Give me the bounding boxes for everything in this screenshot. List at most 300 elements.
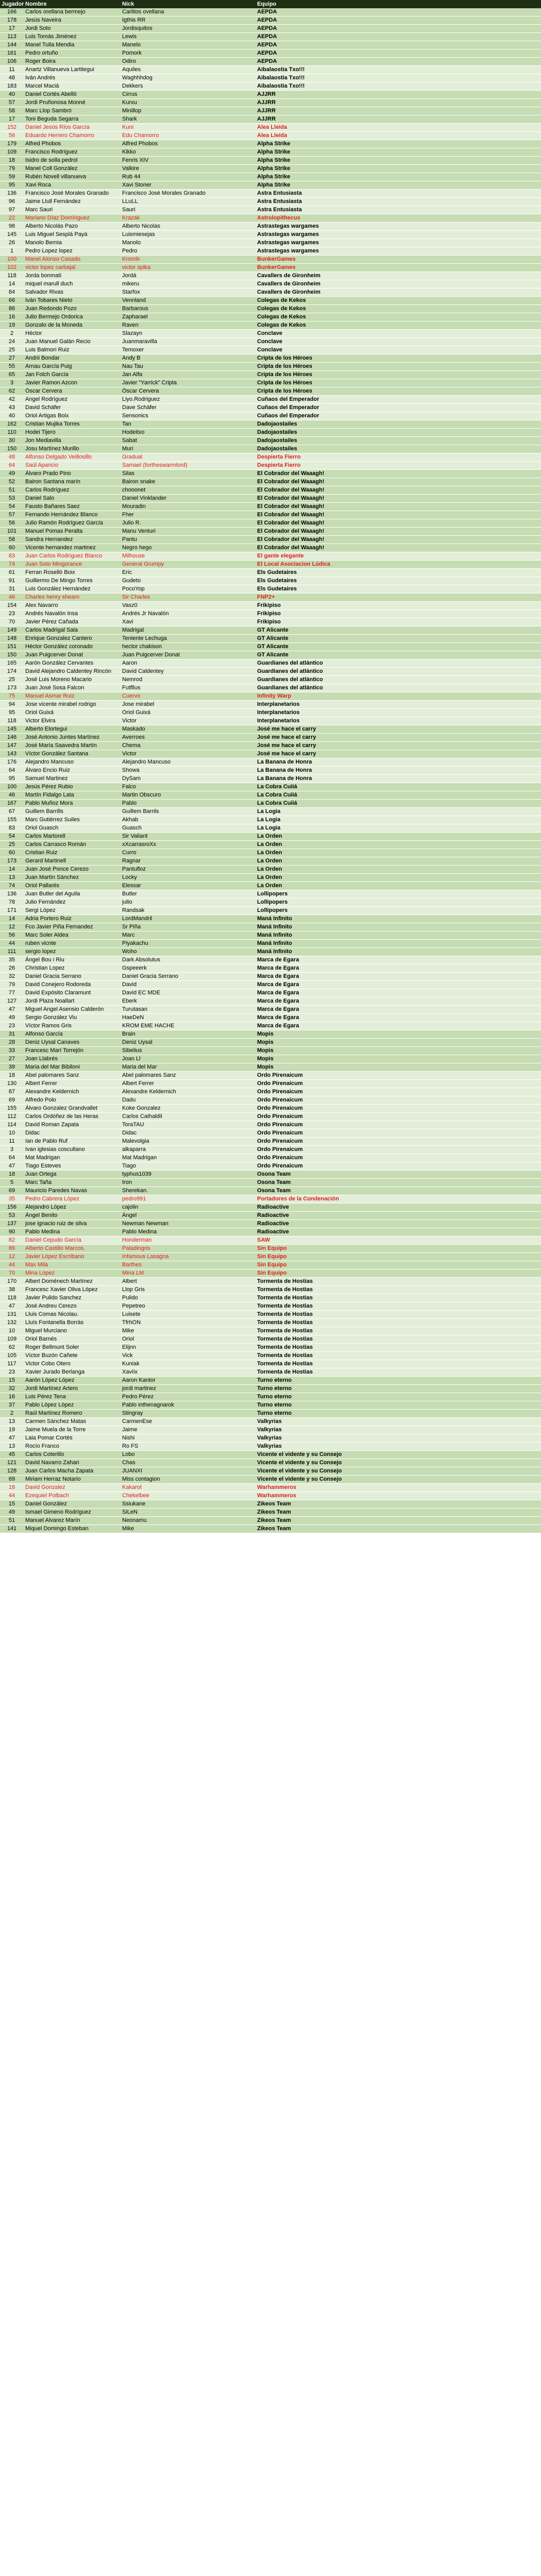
cell-nick: Silas [121,470,256,478]
cell-equipo: Tormenta de Hostias [256,1319,541,1327]
cell-nick: CarmenEse [121,1418,256,1426]
table-row [0,478,541,486]
cell-nick: Manu Venturi [121,528,256,536]
cell-nombre: Pedro Lopez lopez [24,247,121,256]
cell-nick: Odiro [121,58,256,66]
cell-equipo: El Cobrador del Waaagh! [256,528,541,536]
cell-jugador: 58 [0,107,24,115]
cell-equipo: Els Gudetaires [256,569,541,577]
cell-nick: Oriol Guixá [121,709,256,717]
cell-jugador: 17 [0,25,24,33]
cell-nombre: Andrés Navalón Insa [24,610,121,618]
table-row [0,1385,541,1393]
cell-equipo: Lollipopers [256,899,541,907]
cell-nick: SiLeN [121,1509,256,1517]
table-row [0,956,541,964]
cell-nick: Stingray [121,1410,256,1418]
cell-equipo: Cuñaos del Emperador [256,404,541,412]
table-row [0,948,541,956]
cell-nick: hector chakison [121,643,256,651]
cell-jugador: 166 [0,8,24,16]
cell-nick: Manolo [121,239,256,247]
cell-nombre: Alfonso García [24,1030,121,1039]
cell-equipo: AEPDA [256,49,541,58]
table-row [0,321,541,330]
cell-nombre: Ismael Gimeno Rodríguez [24,1509,121,1517]
cell-nombre: Miriam Herraz Notario [24,1476,121,1484]
cell-nombre: Luis Miguel Sesplá Payá [24,231,121,239]
cell-equipo: Maná Infinito [256,940,541,948]
cell-nombre: Marc Soler Aldea [24,931,121,940]
cell-nick: Albert Ferrer [121,1080,256,1088]
cell-nombre: Juan Manuel Galán Recio [24,338,121,346]
cell-nombre: ruben vicnte [24,940,121,948]
cell-nick: Edu Chamorro [121,132,256,140]
cell-jugador: 37 [0,1401,24,1410]
table-row [0,519,541,528]
table-row [0,1319,541,1327]
cell-nick: Barbarous [121,305,256,313]
cell-nombre: Francesc Marí Torrejón [24,1047,121,1055]
table-row [0,1113,541,1121]
cell-equipo: Maná Infinito [256,923,541,931]
cell-jugador: 56 [0,132,24,140]
cell-jugador: 111 [0,948,24,956]
cell-nombre: Juan Butler del Aguila [24,890,121,899]
cell-nombre: Álvaro Prado Pino [24,470,121,478]
cell-equipo: El Cobrador del Waaagh! [256,503,541,511]
cell-nick: Malevolgia [121,1138,256,1146]
cell-nick: victor spika [121,264,256,272]
cell-jugador: 26 [0,239,24,247]
table-row [0,1434,541,1443]
cell-jugador: 91 [0,577,24,585]
cell-nombre: Albert Ferrer [24,1080,121,1088]
cell-jugador: 113 [0,33,24,41]
cell-nick: Teniente Lechuga [121,635,256,643]
cell-nombre: Manuel Asmar Ruiz [24,692,121,701]
cell-nombre: Fernando Hernández Blanco [24,511,121,519]
cell-nick: Alexandre Keldernich [121,1088,256,1096]
cell-nick: Javier "Yarrick" Cripta [121,379,256,387]
cell-nick: typhus1039 [121,1171,256,1179]
cell-nombre: Daniel Cepudo García [24,1236,121,1245]
cell-nick: Randsak [121,907,256,915]
cell-nick: Maria del Mar [121,1063,256,1072]
cell-nick: Averroes [121,734,256,742]
table-row [0,1162,541,1171]
cell-jugador: 44 [0,940,24,948]
cell-jugador: 52 [0,478,24,486]
cell-jugador: 149 [0,626,24,635]
cell-nick: Negro hego [121,544,256,552]
cell-equipo: Ordo Pirenaicum [256,1138,541,1146]
cell-equipo: Cripta de los Héroes [256,354,541,363]
header-nick: Nick [121,0,256,8]
cell-nombre: Saúl Aparicio [24,462,121,470]
cell-equipo: Ordo Pirenaicum [256,1105,541,1113]
table-row [0,404,541,412]
cell-equipo: Interplanetarios [256,717,541,725]
cell-jugador: 141 [0,1525,24,1533]
cell-jugador: 118 [0,272,24,280]
cell-nombre: Luis Balmori Ruiz [24,346,121,354]
cell-nick: Oriol [121,1335,256,1344]
cell-nick: Akhab [121,816,256,824]
cell-nick: Deniz Uysal [121,1039,256,1047]
cell-nick: Fher [121,511,256,519]
table-row [0,470,541,478]
table-row [0,618,541,626]
cell-nombre: Pablo López López [24,1401,121,1410]
cell-equipo: Ordo Pirenaicum [256,1080,541,1088]
cell-nombre: Alejandro López [24,1204,121,1212]
table-row [0,198,541,206]
cell-nombre: Joan Llabrés [24,1055,121,1063]
cell-nombre: Marcel Maciá [24,82,121,91]
cell-nick: Kuniak [121,1360,256,1368]
cell-equipo: La Orden [256,874,541,882]
table-row [0,1014,541,1022]
cell-nombre: Juan José Ponce Cerezo [24,866,121,874]
table-row [0,239,541,247]
cell-nick: Raven [121,321,256,330]
cell-equipo: Valkyrias [256,1443,541,1451]
cell-jugador: 121 [0,1459,24,1467]
cell-nick: Juanmaravilla [121,338,256,346]
table-row [0,626,541,635]
cell-jugador: 44 [0,1261,24,1269]
cell-nombre: Ángel Bou i Riu [24,956,121,964]
cell-equipo: Osona Team [256,1179,541,1187]
cell-equipo: Marca de Egara [256,973,541,981]
cell-equipo: El Cobrador del Waaagh! [256,478,541,486]
cell-nombre: Juan Ortega [24,1171,121,1179]
cell-nick: Sir Charles [121,594,256,602]
cell-jugador: 39 [0,1063,24,1072]
cell-nick: Óscar Cervera [121,387,256,396]
table-row [0,791,541,800]
cell-nombre: Alejandro Mancuso [24,758,121,767]
cell-equipo: El Cobrador del Waaagh! [256,495,541,503]
cell-equipo: Alpha Strike [256,157,541,165]
cell-nombre: Didac [24,1129,121,1138]
cell-jugador: 53 [0,1212,24,1220]
cell-equipo: Valkyrias [256,1418,541,1426]
cell-nombre: Jose vicente mirabel rodrigo [24,701,121,709]
cell-nombre: Oriol Artigas Boix [24,412,121,420]
cell-jugador: 70 [0,618,24,626]
table-row [0,659,541,668]
cell-jugador: 98 [0,223,24,231]
cell-nombre: David Roman Zapata [24,1121,121,1129]
cell-nick: jordi martinez [121,1385,256,1393]
cell-equipo: El Cobrador del Waaagh! [256,536,541,544]
cell-jugador: 64 [0,1154,24,1162]
cell-jugador: 40 [0,91,24,99]
table-row [0,99,541,107]
cell-nick: alkaparra [121,1146,256,1154]
table-row [0,907,541,915]
table-row [0,165,541,173]
cell-jugador: 96 [0,198,24,206]
cell-nombre: Jorda bonmatí [24,272,121,280]
cell-equipo: Astrastegas wargames [256,247,541,256]
cell-nick: Liyo.Rodriguez [121,396,256,404]
cell-nombre: Julio Fernández [24,899,121,907]
cell-nombre: Aarón López López [24,1377,121,1385]
cell-equipo: Cripta de los Héroes [256,363,541,371]
cell-equipo: Mopis [256,1063,541,1072]
cell-equipo: Astrolopithecus [256,214,541,223]
cell-nick: Infamous Lasagna [121,1253,256,1261]
table-row [0,1129,541,1138]
table-row [0,1418,541,1426]
cell-jugador: 173 [0,857,24,866]
cell-equipo: Tormenta de Hostias [256,1360,541,1368]
cell-nick: Francisco José Morales Granado [121,190,256,198]
cell-equipo: Colegas de Kekos [256,321,541,330]
table-row [0,668,541,676]
cell-nick: Mat Madrigan [121,1154,256,1162]
cell-nick: Cirrus [121,91,256,99]
cell-jugador: 23 [0,1368,24,1377]
cell-nombre: Sandra Hernandez [24,536,121,544]
cell-nick: Futfllus [121,684,256,692]
cell-nombre: Víctor Ramos Gris [24,1022,121,1030]
cell-jugador: 65 [0,371,24,379]
cell-nombre: Francesc Xavier Oliva López [24,1286,121,1294]
table-row [0,1311,541,1319]
cell-jugador: 27 [0,354,24,363]
cell-equipo: Zikeos Team [256,1509,541,1517]
cell-jugador: 118 [0,1294,24,1302]
cell-equipo: El Cobrador del Waaagh! [256,544,541,552]
cell-equipo: Sin Equipo [256,1253,541,1261]
cell-nick: Jose mirabel [121,701,256,709]
cell-equipo: Ordo Pirenaicum [256,1162,541,1171]
cell-equipo: Conclave [256,330,541,338]
cell-jugador: 13 [0,1443,24,1451]
cell-jugador: 151 [0,643,24,651]
cell-jugador: 109 [0,1335,24,1344]
cell-jugador: 49 [0,1014,24,1022]
cell-equipo: La Banana de Honra [256,767,541,775]
cell-nombre: Pedro ortuño [24,49,121,58]
cell-nick: Pomork [121,49,256,58]
cell-nombre: Juan Martín Sánchez [24,874,121,882]
cell-jugador: 66 [0,297,24,305]
cell-nick: Ángel [121,1212,256,1220]
cell-nick: Guillem Barrils [121,808,256,816]
cell-nick: Hodeitxo [121,429,256,437]
cell-nick: Andrés Jr Navalón [121,610,256,618]
table-row [0,750,541,758]
cell-nick: Barthes [121,1261,256,1269]
table-row [0,66,541,74]
cell-jugador: 47 [0,1302,24,1311]
table-row [0,74,541,82]
cell-jugador: 18 [0,1484,24,1492]
cell-jugador: 18 [0,1171,24,1179]
table-row [0,964,541,973]
cell-equipo: Alpha Strike [256,165,541,173]
cell-equipo: Mopis [256,1047,541,1055]
cell-jugador: 46 [0,594,24,602]
cell-nombre: Albert Doménech Martínez [24,1278,121,1286]
cell-nick: Kikko [121,148,256,157]
table-row [0,1443,541,1451]
cell-jugador: 79 [0,165,24,173]
cell-jugador: 49 [0,470,24,478]
cell-nombre: Carlos Ordóñez de las Heras [24,1113,121,1121]
cell-nick: Mike [121,1525,256,1533]
cell-nick: Vasz0 [121,602,256,610]
cell-jugador: 2 [0,1410,24,1418]
cell-nombre: Francisco José Morales Granado [24,190,121,198]
table-row [0,206,541,214]
cell-equipo: José me hace el carry [256,742,541,750]
cell-jugador: 136 [0,190,24,198]
cell-equipo: Cavallers de Gironheim [256,289,541,297]
cell-nombre: Ian de Pablo Ruf [24,1138,121,1146]
cell-nick: Jaime [121,1426,256,1434]
cell-nombre: Óscar Cervera [24,387,121,396]
cell-jugador: 30 [0,437,24,445]
cell-jugador: 42 [0,396,24,404]
cell-equipo: Radioactive [256,1204,541,1212]
cell-jugador: 77 [0,989,24,997]
cell-nombre: Adria Portero Ruiz [24,915,121,923]
table-row [0,41,541,49]
cell-nombre: Juan Carlos Macha Zapata [24,1467,121,1476]
cell-equipo: Els Gudetaires [256,577,541,585]
cell-equipo: Frikipiso [256,610,541,618]
table-row [0,931,541,940]
cell-jugador: 183 [0,82,24,91]
table-row [0,734,541,742]
cell-jugador: 97 [0,206,24,214]
cell-jugador: 102 [0,264,24,272]
cell-nombre: Marc Gutiérrez Suiles [24,816,121,824]
cell-equipo: Lollipopers [256,907,541,915]
cell-equipo: Turno eterno [256,1385,541,1393]
cell-jugador: 15 [0,1500,24,1509]
cell-nombre: Samuel Martinez [24,775,121,783]
cell-nick: Sensonics [121,412,256,420]
cell-equipo: La Orden [256,841,541,849]
cell-nombre: Ezequiel Polbach [24,1492,121,1500]
cell-equipo: Astra Entusiasta [256,190,541,198]
cell-jugador: 86 [0,305,24,313]
cell-equipo: La Banana de Honra [256,758,541,767]
cell-nombre: Carlos Rodríguez [24,486,121,495]
cell-jugador: 156 [0,1204,24,1212]
table-row [0,857,541,866]
cell-nombre: Cristian Ruiz [24,849,121,857]
cell-nick: Krazak [121,214,256,223]
cell-nick: Xavíix [121,1368,256,1377]
cell-nick: mikeru [121,280,256,289]
cell-equipo: BunkerGames [256,256,541,264]
cell-jugador: 83 [0,824,24,833]
cell-jugador: 53 [0,495,24,503]
cell-nick: Minillop [121,107,256,115]
cell-nick: Brain [121,1030,256,1039]
cell-equipo: Cuñaos del Emperador [256,396,541,404]
cell-nick: Rub 44 [121,173,256,181]
table-row [0,758,541,767]
cell-equipo: Zikeos Team [256,1517,541,1525]
cell-jugador: 69 [0,1187,24,1195]
cell-nick: chooonet [121,486,256,495]
cell-nick: KROM EME HACHE [121,1022,256,1030]
cell-jugador: 75 [0,692,24,701]
cell-nombre: Julio Bermejo Ordorica [24,313,121,321]
cell-jugador: 174 [0,668,24,676]
cell-jugador: 170 [0,1278,24,1286]
table-row [0,190,541,198]
cell-equipo: Tormenta de Hostias [256,1344,541,1352]
cell-equipo: Ordo Pirenaicum [256,1154,541,1162]
cell-equipo: AEPDA [256,41,541,49]
cell-nick: LordMandril [121,915,256,923]
table-row [0,997,541,1006]
cell-equipo: AJJRR [256,107,541,115]
cell-equipo: AEPDA [256,8,541,16]
cell-nombre: Manuel Pomas Peralta [24,528,121,536]
cell-jugador: 137 [0,1220,24,1228]
cell-nombre: Iván Andrés [24,74,121,82]
cell-nick: Kurxu [121,99,256,107]
cell-jugador: 54 [0,833,24,841]
cell-equipo: Colegas de Kekos [256,313,541,321]
cell-nick: Vennland [121,297,256,305]
cell-nombre: Jan Folch García [24,371,121,379]
cell-equipo: Dadojaostailes [256,445,541,453]
cell-equipo: Vicente el vidente y su Consejo [256,1451,541,1459]
cell-nombre: David Expósito Claramunt [24,989,121,997]
cell-equipo: AJJRR [256,99,541,107]
table-row [0,1154,541,1162]
cell-nombre: Rocío Franco [24,1443,121,1451]
cell-nombre: Manolo Bernia [24,239,121,247]
cell-nick: Sir Valiant [121,833,256,841]
cell-equipo: Turno eterno [256,1401,541,1410]
cell-nombre: Mauricio Paredes Navas [24,1187,121,1195]
cell-equipo: La Logia [256,808,541,816]
cell-equipo: GT Alicante [256,643,541,651]
cell-equipo: La Orden [256,882,541,890]
table-row [0,363,541,371]
table-row [0,1039,541,1047]
cell-jugador: 14 [0,866,24,874]
cell-jugador: 19 [0,1426,24,1434]
cell-jugador: 12 [0,923,24,931]
table-row [0,1517,541,1525]
cell-nick: Newman Newman [121,1220,256,1228]
cell-equipo: La Logia [256,816,541,824]
table-row [0,1286,541,1294]
cell-nick: David Caldentey [121,668,256,676]
cell-nick: Lewis [121,33,256,41]
cell-equipo: Marca de Egara [256,1022,541,1030]
cell-jugador: 18 [0,157,24,165]
cell-jugador: 152 [0,124,24,132]
table-row [0,1278,541,1286]
cell-equipo: Alea Lleida [256,124,541,132]
cell-jugador: 128 [0,1467,24,1476]
